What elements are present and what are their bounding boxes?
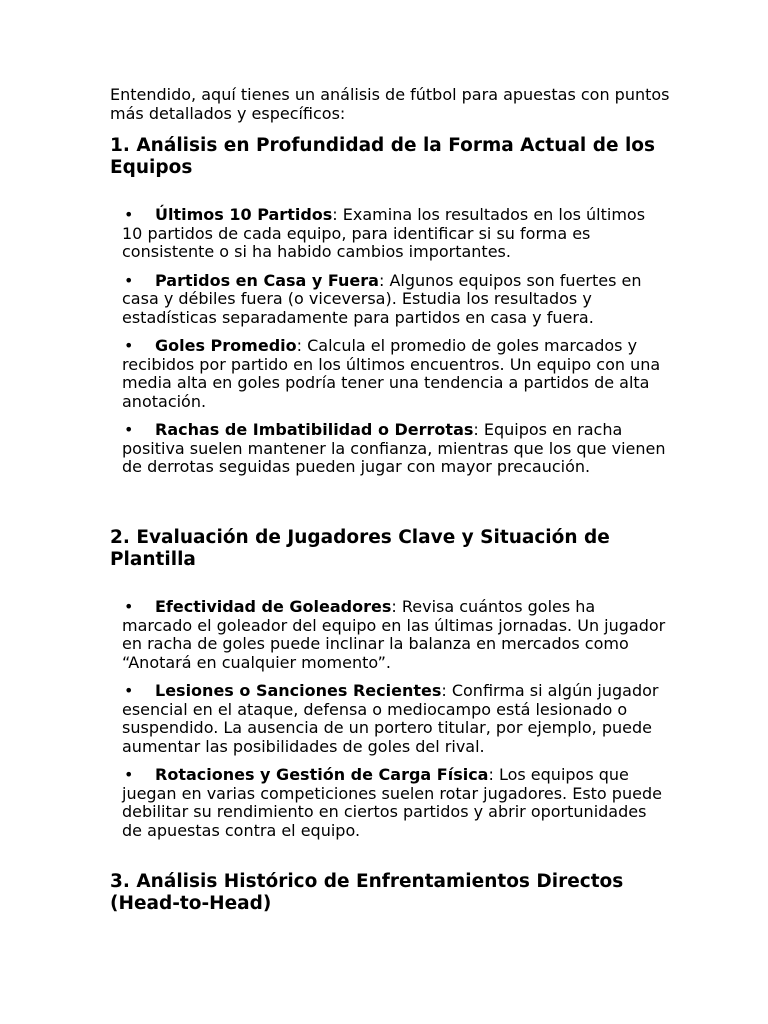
list-item — [122, 206, 670, 262]
item-text: : Los equipos que juegan en varias competiciones suelen rotar jugadores. Esto puede debilitar su rendimiento en ciertos partidos y abrir oportunidades de apuestas contra el equipo. — [122, 765, 662, 840]
item-text: : Revisa cuántos goles ha marcado el goleador del equipo en las últimas jornadas. Un jugador en racha de goles puede inclinar la balanza en mercados como “Anotará en cualquier momento”. — [122, 597, 666, 672]
bullet-icon: • — [124, 681, 134, 700]
list-item — [122, 682, 670, 756]
item-term: Partidos en Casa y Fuera — [155, 270, 379, 290]
item-term: Últimos 10 Partidos — [155, 205, 333, 224]
bullet-icon: • — [124, 336, 134, 355]
bullet-icon: • — [124, 270, 134, 290]
list-item — [122, 598, 670, 672]
item-term: Lesiones o Sanciones Recientes — [155, 681, 442, 700]
item-term: Goles Promedio — [155, 336, 297, 355]
bullet-icon: • — [124, 597, 134, 616]
section-2-list — [122, 598, 670, 850]
list-item — [122, 272, 670, 328]
item-text: : Equipos en racha positiva suelen mantener la confianza, mientras que los que vienen de derrotas seguidas pueden jugar con mayor precaución. — [122, 420, 666, 476]
item-text: : Examina los resultados en los últimos 10 partidos de cada equipo, para identificar si su forma es consistente o si ha habido cambios importantes. — [122, 205, 646, 261]
section-1-list — [122, 206, 670, 487]
bullet-icon: • — [124, 205, 134, 224]
item-text: : Algunos equipos son fuertes en casa y débiles fuera (o viceversa). Estudia los resultados y estadísticas separadamente para partidos en casa y fuera. — [122, 270, 642, 327]
bullet-icon: • — [124, 765, 134, 784]
item-term: Rotaciones y Gestión de Carga Física — [155, 765, 489, 784]
item-term: Rachas de Imbatibilidad o Derrotas — [155, 420, 474, 439]
intro-paragraph: Entendido, aquí tienes un análisis de fútbol para apuestas con puntos más detallados y específicos: — [110, 85, 670, 123]
section-heading-1: 1. Análisis en Profundidad de la Forma Actual de los Equipos — [110, 135, 656, 178]
list-item — [122, 766, 670, 840]
section-heading-3: 3. Análisis Histórico de Enfrentamientos Directos (Head-to-Head) — [110, 871, 624, 914]
bullet-icon: • — [124, 420, 134, 439]
list-item — [122, 421, 670, 477]
item-text: : Confirma si algún jugador esencial en el ataque, defensa o mediocampo está lesionado o suspendido. La ausencia de un portero titular, por ejemplo, puede aumentar las posibilidades de goles del rival. — [122, 681, 659, 756]
list-item — [122, 337, 670, 411]
item-text: : Calcula el promedio de goles marcados y recibidos por partido en los últimos encuentros. Un equipo con una media alta en goles podría tener una tendencia a partidos de alta anotación. — [122, 336, 661, 411]
item-term: Efectividad de Goleadores — [155, 597, 392, 616]
section-heading-2: 2. Evaluación de Jugadores Clave y Situación de Plantilla — [110, 527, 610, 570]
